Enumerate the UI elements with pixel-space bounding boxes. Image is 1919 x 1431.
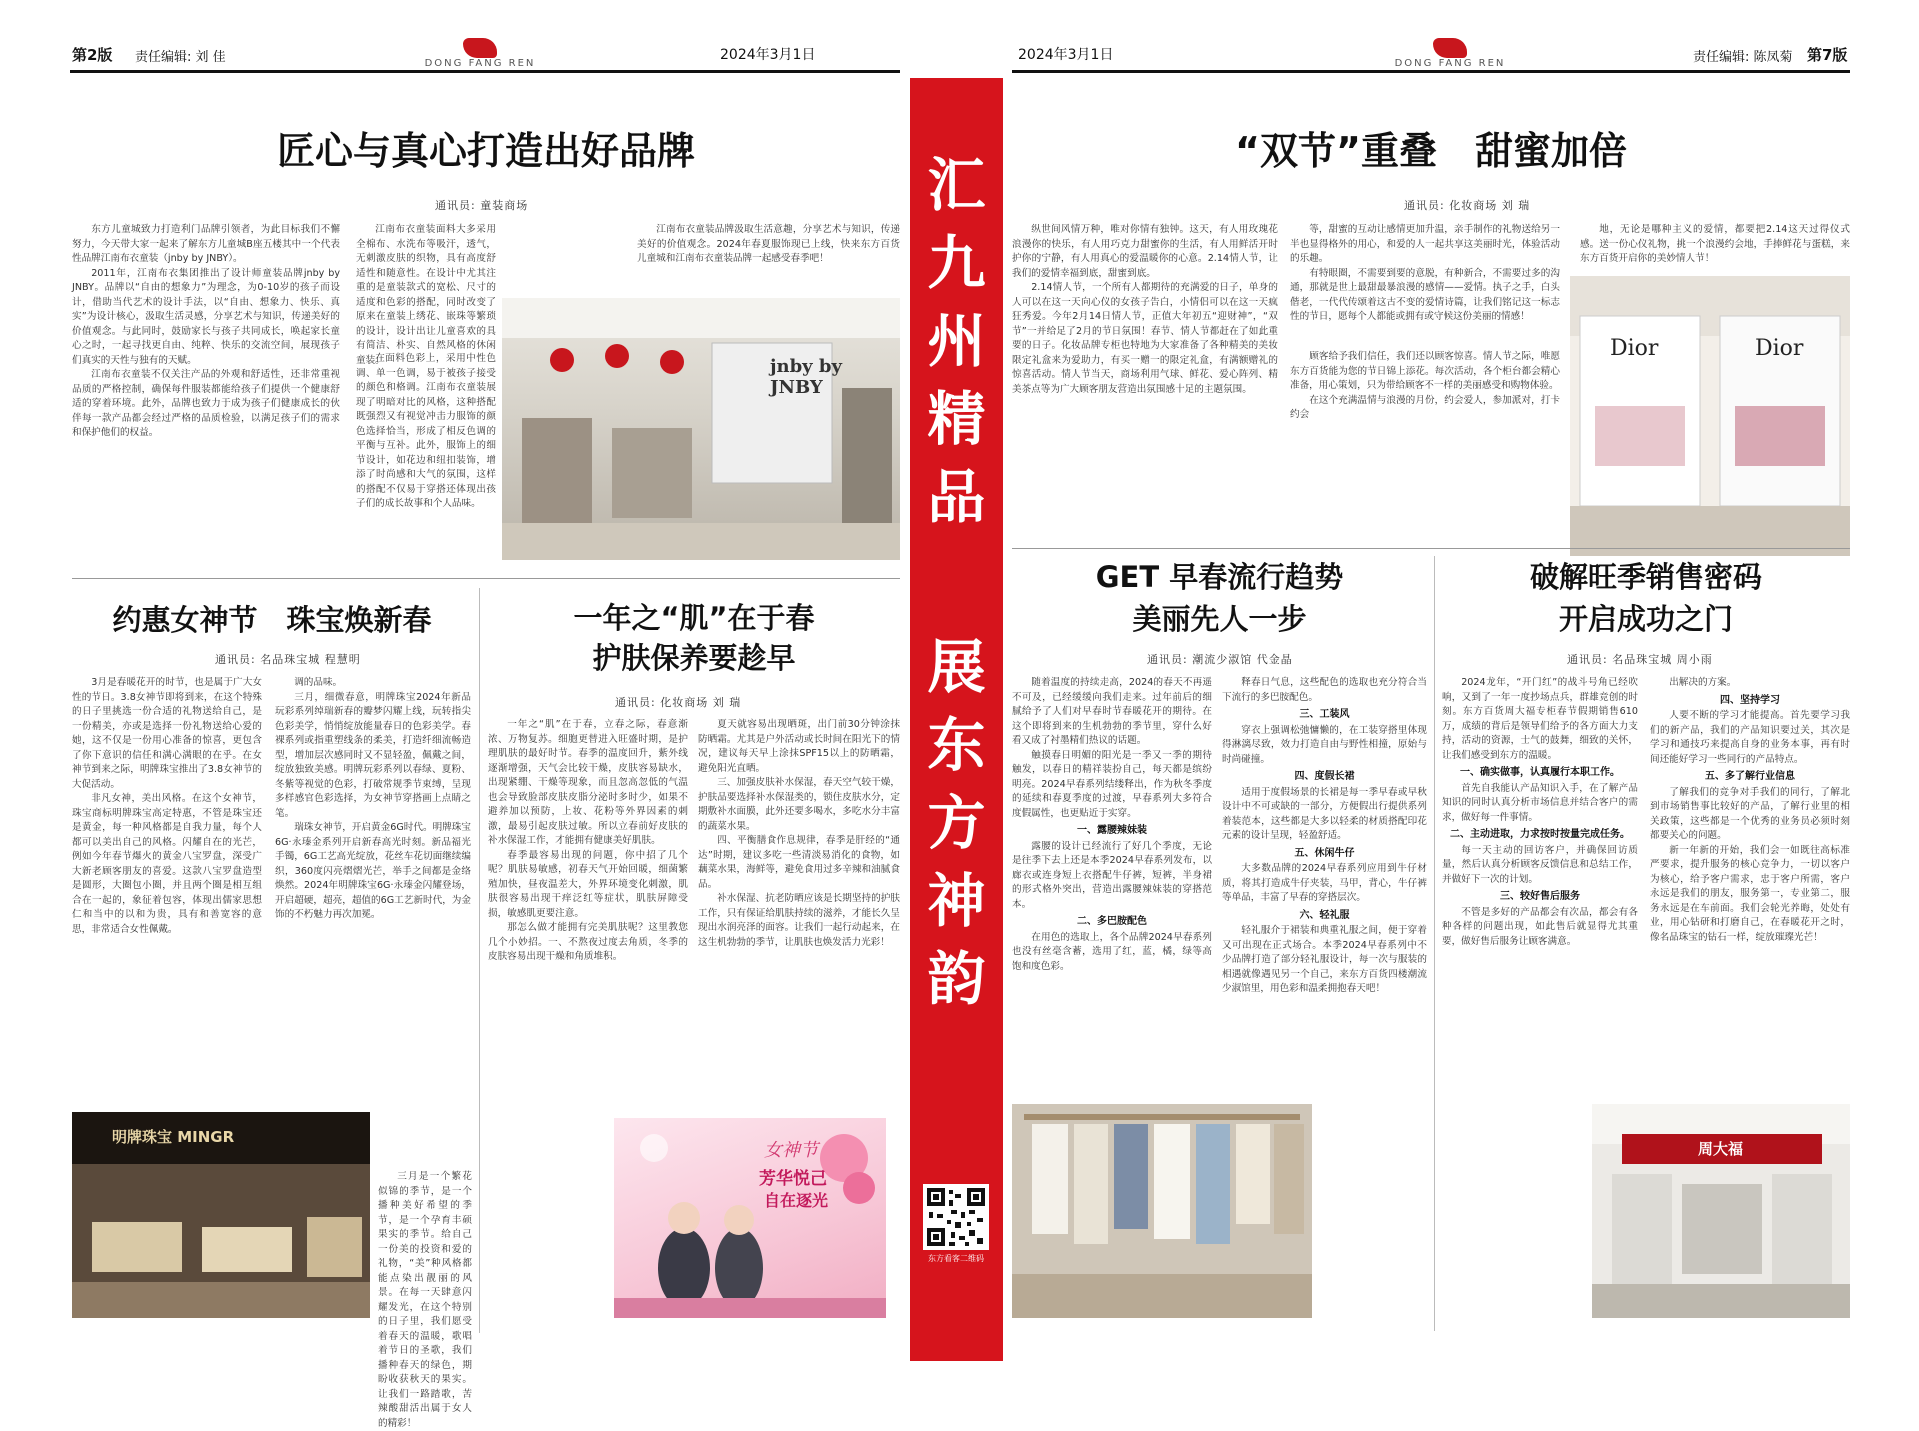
- article5-headline-line1: GET 早春流行趋势: [1095, 560, 1344, 594]
- article5-headline-line2: 美丽先人一步: [1132, 602, 1307, 636]
- right-editor: 责任编辑: 陈凤菊: [1693, 50, 1793, 65]
- dior-sign-2: Dior: [1755, 336, 1804, 361]
- event-title-text: 女神节: [764, 1140, 818, 1161]
- article1-col1: 东方儿童城致力打造利门品牌引领者，为此目标我们不懈努力，今天带大家一起来了解东方儿童城B座五楼其中一个代表性品牌江南布衣童装（jnby by JNBY）。 2011年，江南布衣集团推出了设计师童装品牌jnby by JNBY。品牌以“自由的想象力”为理念，为0-10岁的孩子而设计，借助当代艺术的设计手法，以“自由、想象力、快乐、真实”为设计核心，汲取生活灵感，分享艺术与知识，传递美好的价值观念。与此同时，鼓励家长与孩子共同成长，唤起家长童心之时，一起寻找更自由、纯粹、快乐的交流空间，展现孩子们真实的天性与独有的天赋。 江南布衣童装不仅关注产品的外观和舒适性，还非常重视品质的严格控制，确保每件服装都能给孩子们提供一个健康舒适的穿着环境。此外，品牌也致力于成为孩子们健康成长的伙伴每一款产品都会经过严格的品质检验，以满足孩子们的需求和保护他们的权益。: [72, 224, 340, 438]
- event-slogan-2: 自在逐光: [764, 1191, 829, 1210]
- article3-col2: 调的品味。 三月，细微春意，明牌珠宝2024年新品玩彩系列绰瑞新春的瓣梦闪耀上线，玩转指尖色彩美学，悄悄绽放能量春日的色彩美学。春裸系列或指重塑线条的柔美，打造纤细流畅造型，增加层次感同时又不显轻盈，佩戴之间，绽放独致美感。明牌玩彩系列以春绿、夏粉、冬紫等视觉的色彩，打破常规季节束缚，呈现多样感官色彩选择，为女神节穿搭画上点睛之笔。 瑞珠女神节，开启黄金6G时代。明牌珠宝6G·永瑧金系列开启新春高光时刻。新品福光手镯，6G工艺高光绽放，花丝车花切面继续编织，360度闪亮熠熠光芒，举手之间都是金络焕然。2024年明牌珠宝6G·永瑧金闪耀登场，开启超硬，超亮，超值的6G工艺新时代，为金饰的不朽魅力再次加冕。: [275, 677, 471, 920]
- article4-col2: 夏天就容易出现晒斑，出门前30分钟涂抹防晒霜。尤其是户外活动或长时间在阳光下的情况，建议每天早上涂抹SPF15以上的防晒霜，避免阳光直晒。 三、加强皮肤补水保湿，春天空气较干燥，护肤品要选择补水保湿类的，锁住皮肤水分，定期敷补水面膜，此外还要多喝水，多吃水分丰富的蔬菜水果。 四、平衡膳食作息规律，春季是肝经的“通达”时期，建议多吃一些清淡易消化的食物，如藕菜水果，海鲜等，避免食用过多辛辣和油腻食品。 补水保湿、抗老防晒应该是长期坚持的护肤工作，只有保证给肌肤持续的滋养，才能长久呈现出水润亮泽的面容。让我们一起行动起来，在这生机勃勃的季节，让肌肤也焕发活力光彩！: [698, 719, 900, 948]
- article6-headline: [1442, 556, 1850, 640]
- article4-headline-line1: 一年之“肌”在于春: [573, 601, 815, 635]
- article2-col2b: 顾客给予我们信任，我们还以顾客惊喜。情人节之际，唯愿东方百货能为您的节日锦上添花。每次活动，各个柜台都会精心准备，用心策划，只为带给顾客不一样的美丽感受和购物体验。 在这个充满温情与浪漫的月份，约会爱人，参加派对，打卡约会: [1290, 351, 1560, 420]
- right-masthead-logo: [1375, 38, 1525, 72]
- article3-jewelry-store-photo: [72, 1112, 370, 1318]
- article6-headline-line2: 开启成功之门: [1558, 602, 1733, 636]
- logo-mark-icon: [463, 38, 497, 58]
- article3-byline: 通讯员: 名品珠宝城 程慧明: [215, 653, 361, 666]
- center-banner: [910, 78, 1003, 1361]
- qr-caption: 东方看客二维码: [928, 1254, 984, 1263]
- article1-byline: 通讯员: 童装商场: [435, 199, 529, 212]
- right-page-number: 第7版: [1807, 46, 1848, 64]
- article2-byline: 通讯员: 化妆商场 刘 瑞: [1404, 199, 1531, 212]
- article4-col1: 一年之“肌”在于春，立春之际，春意渐浓、万物复苏。细胞更替进入旺盛时期，是护理肌肤的最好时节。春季的温度回升，紫外线逐渐增强，天气会比较干燥，皮肤容易缺水，出现紧绷、干燥等现象，而且忽高忽低的气温也会导致脸部皮肤皮脂分泌时多时少，如果不避养加以预防，上妆、花粉等外界因素的刺激，最易引起皮肤过敏。所以立春前好皮肤的补水保湿工作，才能拥有健康美好肌肤。 春季最容易出现的问题，你中招了几个呢？肌肤易敏感，初春天气开始回暖，细菌繁殖加快，昼夜温差大，外界环境变化刺激，肌肤很容易出现干痒泛红等症状，肌肤屏障受损，敏感肌更要注意。 那怎么做才能拥有完美肌肤呢？这里教您几个小妙招。一、不熬夜过度去角质，冬季的皮肤容易出现干燥和角质堆积。: [488, 719, 688, 962]
- banner-slogan-1: 汇 九 州 精 品: [927, 151, 986, 531]
- article3-headline: 约惠女神节 珠宝焕新春: [112, 603, 432, 637]
- left-header-rule: [70, 70, 900, 73]
- article2-col3: 地，无论是哪种主义的爱情，都要把2.14这天过得仪式感。送一份心仪礼物，挑一个浪漫约会地，手捧鲜花与蛋糕，来东方百货开启你的美妙情人节！: [1580, 224, 1850, 264]
- article5-byline: 通讯员: 潮流少淑馆 代金晶: [1147, 653, 1293, 666]
- article1-col2-top: 江南布衣童装面料大多采用全棉布、水洗布等吸汗，透气，无刺激皮肤的织物，具有高度舒适性和随意性。在设计中尤其注重的是童装款式的宽松、尺寸的适度和色彩的搭配，同时改变了原来在童装上绣花、嵌珠等繁琐的设计，设计出让儿童喜欢的具有简洁、朴实、自然风格的休闲童装。: [356, 224, 496, 366]
- article6-chowtaifook-store-photo: [1592, 1104, 1850, 1318]
- right-column-divider: [1434, 556, 1435, 1331]
- logo-mark-icon: [1433, 38, 1467, 58]
- article2-dior-counter-photo: [1570, 276, 1850, 556]
- article4-headline: [488, 598, 900, 678]
- article1-headline: 匠心与真心打造出好品牌: [276, 129, 695, 173]
- article5-headline: [1012, 556, 1427, 640]
- left-masthead-logo: [405, 38, 555, 72]
- left-section-divider: [72, 578, 900, 579]
- qr-code[interactable]: [923, 1184, 989, 1250]
- left-editor: 责任编辑: 刘 佳: [135, 50, 226, 65]
- mingr-store-sign: 明牌珠宝 MINGR: [112, 1128, 235, 1146]
- left-date: 2024年3月1日: [720, 47, 816, 63]
- banner-slogan-2: 展 东 方 神 韵: [927, 633, 986, 1013]
- article5-col3: [1320, 1104, 1427, 1318]
- left-column-divider: [479, 588, 480, 1333]
- article6-byline: 通讯员: 名品珠宝城 周小雨: [1567, 653, 1713, 666]
- article2-headline: “双节”重叠 甜蜜加倍: [1235, 129, 1627, 173]
- article6-col1: 2024龙年，“开门红”的战斗号角已经吹响，又到了一年一度抄场点兵，群雄竞创的时刻。东方百货周大福专柜春节假期销售610万，成绩的背后是领导们给予的各方面大力支持，活动的资源，士气的鼓舞，细致的关怀，让我们感受到东方的温暖。 一、确实做事，认真履行本职工作。 首先自我能认产品知识入手，在了解产品知识的同时认真分析市场信息并结合客户的需求，做好每一件事情。 二、主动进取，力求按时按量完成任务。 每一天主动的回访客户，并确保回访质量，然后认真分析顾客反馈信息和总结工作，并做好下一次的计划。 三、较好售后服务 不管是多好的产品都会有次品，都会有各种各样的问题出现，如此售后就显得尤其重要，做好售后服务让顾客满意。: [1442, 677, 1638, 947]
- article4-byline: 通讯员: 化妆商场 刘 瑞: [615, 696, 742, 709]
- article6-headline-line1: 破解旺季销售密码: [1529, 560, 1762, 594]
- article5-col1: 随着温度的持续走高，2024的春天不再遥不可及，已经缓缓向我们走来。过年前后的细腻给予了人们对早春时节春暖花开的期待。在这个即将到来的生机勃勃的季节里，穿什么好看又成了衬墨精们热议的话题。 触摸春日明媚的阳光是一季又一季的期待触发，以春日的精祥装扮自己，每天都是缤纷明亮。2024早春系列结缕释出，作为秋冬季度的延续和春夏季度的过渡，早春系列大多符合度假属性，也更贴近于实穿。 一、露腰辣妹装 露腰的设计已经流行了好几个季度，无论是往季下去上还是本季2024早春系列发布，以廊衣或连身短上衣搭配牛仔裤，短裤，半身裙的形式格外突出，营造出露腰辣妹装的穿搭范本。 二、多巴胺配色 在用色的选取上，各个品牌2024早春系列也没有丝毫含蓄，选用了红，蓝，橘，绿等高饱和度色彩。: [1012, 677, 1212, 972]
- article4-event-photo: [614, 1118, 886, 1318]
- article2-col2: 等，甜蜜的互动让感情更加升温，亲手制作的礼物送给另一半也显得格外的用心，和爱的人一起共享这美丽时光，体验活动的乐趣。 有特眼圈，不需要到要的意脱，有种新合，不需要过多的沟通，那就是世上最甜最暴浪漫的感情——爱情。执子之手，白头偕老，一代代传颂着这古不变的爱情诗篇，让我们铭记这一标志性的节日，愿每个人都能或拥有或守候这份美丽的情感！: [1290, 224, 1560, 322]
- event-slogan-1: 芳华悦己: [759, 1169, 827, 1189]
- logo-text: DONG FANG REN: [1394, 58, 1506, 69]
- left-page-number: 第2版: [72, 46, 113, 64]
- article1-store-photo: [502, 298, 900, 560]
- right-header-rule: [1012, 70, 1850, 73]
- article1-col2-bottom: 在面料色彩上，采用中性色调、单一色调，易于被孩子接受的颜色和格调。江南布衣童装展现了明暗对比的风格，这种搭配既强烈又有视觉冲击力服饰的颜色选择恰当，形成了相反色调的平衡与互补。此外，服饰上的细节设计，如花边和纽扣装饰，增添了时尚感和大气的氛围，这样的搭配不仅易于穿搭还体现出孩子们的成长故事和个人品味。: [356, 353, 496, 509]
- right-section-divider: [1012, 548, 1850, 549]
- article2-col1: 纵世间风情万种，唯对你情有独钟。这天，有人用玫瑰花浪漫你的快乐，有人用巧克力甜蜜你的生活，有人用鲜活开时护你的宁静，有人用真心的爱温暖你的心意。2.14情人节，让我们的爱情幸福到底，甜蜜到底。 2.14情人节，一个所有人都期待的充满爱的日子，单身的人可以在这一天向心仪的女孩子告白，小情侣可以在这一天疯狂秀爱。今年2月14日情人节，正值大年初五“迎财神”，“双节”一并给足了2月的节日氛围！春节、情人节都赶在了如此重要的日子。化妆品牌专柜也特地为大家准备了各种精美的美妆限定礼盒来为爱助力，有买一赠一的限定礼盒，有满额赠礼的惊喜活动。情人节当天，商场利用气球、鲜花、爱心阵列、精美茶点等为广大顾客朋友营造出氛围感十足的主题氛围。: [1012, 224, 1278, 395]
- dior-sign-1: Dior: [1610, 336, 1659, 361]
- article3-col3: 三月是一个繁花似锦的季节，是一个播种美好希望的季节，是一个孕育丰硕果实的季节。给自己一份美的投资和爱的礼物，“美”种风格都能点染出靓丽的风景。在每一天肆意闪耀发光，在这个特别的日子里，我们愿受着春天的温暖，歌唱着节日的圣歌，我们播种春天的绿色，期盼收获秋天的果实。让我们一路踏歌，苦辣酸甜活出属于女人的精彩！: [378, 1171, 472, 1429]
- article5-col2: 释春日气息，这些配色的选取也充分符合当下流行的多巴胺配色。 三、工装风 穿衣上强调松弛慵懒的，在工装穿搭里体现得淋漓尽致，效力打造自由与野性相撞，原始与时尚碰撞。 四、度假长裙 适用于度假场景的长裙是每一季早春或早秋设计中不可或缺的一部分，方便假出行提供系列着装范本，这些都是大多以轻柔的材质搭配印花元素的设计呈现，轻盈舒适。 五、休闲牛仔 大多数品牌的2024早春系列应用到牛仔材质，将其打造成牛仔夹装，马甲，背心，牛仔裤等单品，丰富了早春的穿搭层次。 六、轻礼服 轻礼服介于裙装和典重礼服之间，便于穿着又可出现在正式场合。本季2024早春系列中不少品牌打造了部分轻礼服设计，每一次与服装的相遇就像遇见另一个自己，来东方百货四楼潮流少淑馆里，用色彩和温柔拥抱春天吧！: [1222, 677, 1427, 994]
- article5-clothing-rack-photo: [1012, 1104, 1312, 1318]
- article1-col3: 江南布衣童装品牌汲取生活意趣，分享艺术与知识，传递美好的价值观念。2024年春夏服饰现已上线，快来东方百货儿童城和江南布衣童装品牌一起感受春季吧！: [637, 224, 900, 264]
- article3-col1: 3月是春暖花开的时节，也是属于广大女性的节日。3.8女神节即将到来，在这个特殊的日子里挑选一份合适的礼物送给自己，是一份精美，亦或是选择一份礼物送给心爱的她，这不仅是一份用心准备的惊喜，更包含了你下意识的信任和满心满眼的在乎。在女神节到来之际，明牌珠宝推出了3.8女神节的大促活动。 非凡女神，美出风格。在这个女神节，珠宝商标明牌珠宝高定特惠，不管是珠宝还是黄金，每一种风格都是自我力量，每个人都可以美出自己的风格。闪耀自在的光芒，例如今年春节爆火的黄金八宝罗盘，深受广大新老顾客朋友的喜爱。这款八宝罗盘造型是圆形，大圈包小圈，并且两个圈是相互组合在一起的，象征着包容，体现出儒家思想仁和当中的以和为贵，具有和善宽容的意思，非常适合女性佩戴。: [72, 677, 262, 935]
- right-date: 2024年3月1日: [1018, 47, 1114, 63]
- article4-headline-line2: 护肤保养要趁早: [592, 641, 796, 675]
- jnby-store-sign: jnby by JNBY: [770, 356, 842, 398]
- logo-text: DONG FANG REN: [424, 58, 536, 69]
- chowtaifook-sign: 周大福: [1698, 1140, 1744, 1158]
- article6-col2: 出解决的方案。 四、坚持学习 人要不断的学习才能提高。首先要学习我们的新产品，我们的产品知识要过关，其次是学习和通技巧来提高自身的业务本事，再有时间还能好学习一些同行的产品特点。 五、多了解行业信息 了解我们的竞争对手我们的同行，了解北到市场销售事比较好的产品，了解行业里的相关政策，这些都是一个优秀的业务员必须时刻都要关心的问题。 新一年新的开始，我们会一如既往高标准严要求，提升服务的核心竞争力，一切以客户为核心，给予客户需求，忠于客户所需，客户永远是我们的朋友，服务第一，专业第二，服务永远是在车前面。我们会轮光养晦，处处有业，用心钻研和打磨自己，在春暖花开之时，像名品珠宝的钻石一样，绽放璀璨光芒！: [1650, 677, 1850, 943]
